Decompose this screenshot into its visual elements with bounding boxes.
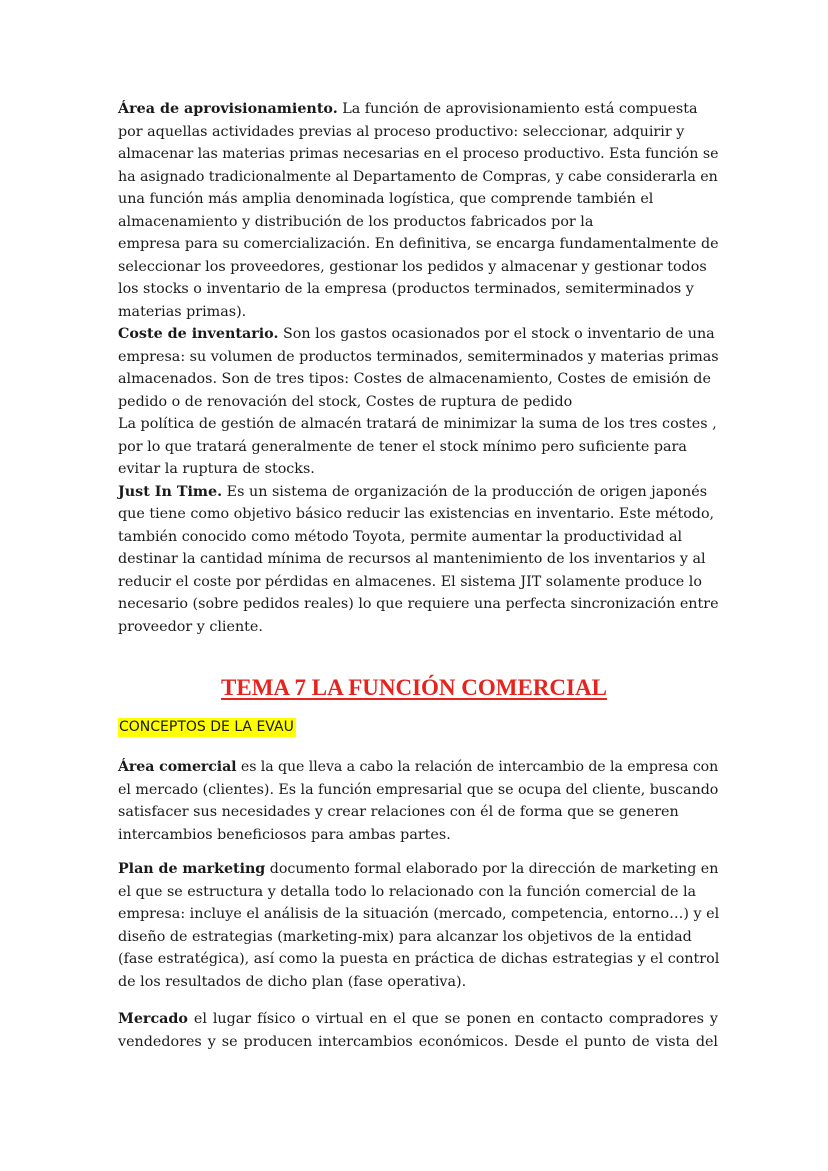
aprov-line-2: almacenar las materias primas necesarias en el proceso productivo. Esta función se xyxy=(118,146,719,162)
area-comercial-line-2: satisfacer sus necesidades y crear relaciones con él de forma que se generen xyxy=(118,804,679,820)
aprov-line-1: por aquellas actividades previas al proceso productivo: seleccionar, adquirir y xyxy=(118,123,685,140)
coste-line-3: pedido o de renovación del stock, Costes de ruptura de pedido xyxy=(118,393,573,410)
jit-line-1: que tiene como objetivo básico reducir las existencias en inventario. Este método, xyxy=(118,506,715,522)
plan-marketing-term: Plan de marketing xyxy=(118,861,266,877)
jit-term: Just In Time. xyxy=(118,483,223,500)
jit-line-6: proveedor y cliente. xyxy=(118,618,263,635)
coste-line-1: empresa: su volumen de productos terminados, semiterminados y materias primas xyxy=(118,348,719,365)
coste-line-6: evitar la ruptura de stocks. xyxy=(118,461,315,477)
mercado-paragraph xyxy=(118,1008,718,1053)
jit-line-3: destinar la cantidad mínima de recursos al mantenimiento de los inventarios y al xyxy=(118,551,706,567)
aprov-term: Área de aprovisionamiento. xyxy=(118,101,338,117)
jit-line-4: reducir el coste por pérdidas en almacenes. El sistema JIT solamente produce lo xyxy=(118,573,702,590)
aprov-line-9: materias primas). xyxy=(118,303,247,320)
area-comercial-term: Área comercial xyxy=(118,759,237,775)
tema-title: TEMA 7 LA FUNCIÓN COMERCIAL xyxy=(221,675,607,700)
coste-term: Coste de inventario. xyxy=(118,326,279,342)
aprov-line-3: ha asignado tradicionalmente al Departamento de Compras, y cabe considerarla en xyxy=(118,168,718,185)
area-comercial-line-1: el mercado (clientes). Es la función empresarial que se ocupa del cliente, buscando xyxy=(118,781,719,798)
plan-marketing-line-1: el que se estructura y detalla todo lo relacionado con la función comercial de la xyxy=(118,883,697,900)
mercado-line-1: vendedores y se producen intercambios económicos. Desde el punto de vista del xyxy=(118,1033,718,1050)
aprov-line-6: empresa para su comercialización. En definitiva, se encarga fundamentalmente de xyxy=(118,236,719,252)
plan-marketing-line-4: (fase estratégica), así como la puesta en práctica de dichas estrategias y el control xyxy=(118,951,720,967)
jit-line-0: Just In Time. Es un sistema de organización de la producción de origen japonés xyxy=(118,483,708,500)
plan-marketing-paragraph xyxy=(118,858,718,993)
aprov-line-8: los stocks o inventario de la empresa (productos terminados, semiterminados y xyxy=(118,281,694,297)
coste-line-4: La política de gestión de almacén tratará de minimizar la suma de los tres costes , xyxy=(118,416,717,432)
plan-marketing-line-0: Plan de marketing documento formal elaborado por la dirección de marketing en xyxy=(118,861,719,877)
aprov-line-7: seleccionar los proveedores, gestionar los pedidos y almacenar y gestionar todos xyxy=(118,258,707,275)
mercado-line-0: Mercado el lugar físico o virtual en el que se ponen en contacto compradores y xyxy=(118,1011,718,1027)
area-comercial-line-3: intercambios beneficiosos para ambas partes. xyxy=(118,826,451,843)
conceptos-highlight: CONCEPTOS DE LA EVAU xyxy=(119,719,294,735)
area-comercial-paragraph xyxy=(118,756,718,846)
aprov-line-4: una función más amplia denominada logística, que comprende también el xyxy=(118,191,654,207)
inventory-section xyxy=(118,98,718,638)
aprov-line-5: almacenamiento y distribución de los productos fabricados por la xyxy=(118,213,594,230)
coste-line-2: almacenados. Son de tres tipos: Costes de almacenamiento, Costes de emisión de xyxy=(118,371,711,387)
plan-marketing-line-2: empresa: incluye el análisis de la situación (mercado, competencia, entorno…) y el xyxy=(118,906,720,922)
area-comercial-line-0: Área comercial es la que lleva a cabo la relación de intercambio de la empresa con xyxy=(118,759,719,775)
aprov-line-0: Área de aprovisionamiento. La función de aprovisionamiento está compuesta xyxy=(118,101,698,117)
jit-line-5: necesario (sobre pedidos reales) lo que requiere una perfecta sincronización entre xyxy=(118,596,719,612)
mercado-term: Mercado xyxy=(118,1011,188,1027)
jit-line-2: también conocido como método Toyota, permite aumentar la productividad al xyxy=(118,528,683,545)
coste-line-5: por lo que tratará generalmente de tener el stock mínimo pero suficiente para xyxy=(118,438,687,455)
plan-marketing-line-3: diseño de estrategias (marketing-mix) para alcanzar los objetivos de la entidad xyxy=(118,928,692,945)
coste-line-0: Coste de inventario. Son los gastos ocasionados por el stock o inventario de una xyxy=(118,326,715,342)
plan-marketing-line-5: de los resultados de dicho plan (fase operativa). xyxy=(118,973,467,990)
